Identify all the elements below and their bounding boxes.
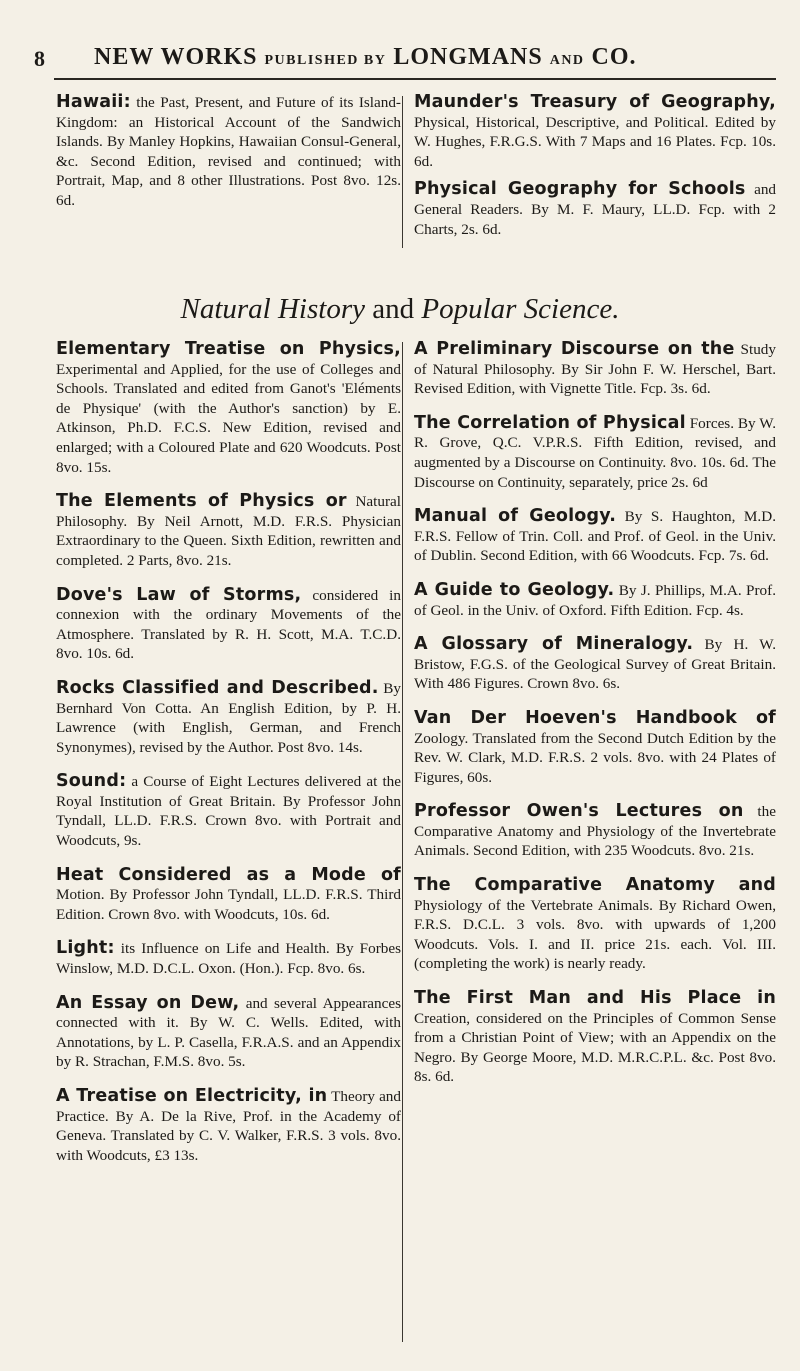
book-entry bbox=[56, 1087, 401, 1165]
book-description: By J. Phillips, M.A. Prof. of Geol. in the Univ. of Oxford. Fifth Edition. Fcp. 4s. bbox=[414, 581, 777, 619]
book-description: Theory and Practice. By A. De la Rive, Prof. in the Academy of Geneva. Translated by C. V. Walker, F.R.S. 3 vols. 8vo. with Woodcuts, £3 13s. bbox=[56, 1088, 401, 1164]
book-description: By Bernhard Von Cotta. An English Edition, by P. H. Lawrence (with English, German, and French Synonymes), revised by the Author. Post 8vo. 14s. bbox=[56, 679, 401, 756]
book-description: considered in connexion with the ordinary Movements of the Atmosphere. Translated by R. H. Scott, M.A. T.C.D. 8vo. 10s. 6d. bbox=[56, 586, 401, 663]
running-title bbox=[94, 44, 637, 71]
book-description: Study of Natural Philosophy. By Sir John F. W. Herschel, Bart. Revised Edition, with Vignette Title. Fcp. 3s. 6d. bbox=[414, 341, 776, 398]
section-heading-part-2: Popular Science. bbox=[421, 293, 620, 325]
title-small-1: PUBLISHED BY bbox=[264, 53, 387, 68]
book-entry bbox=[414, 876, 776, 974]
book-title: Heat Considered as a Mode of bbox=[56, 864, 401, 885]
book-title: Light: bbox=[56, 938, 115, 959]
book-entry bbox=[414, 635, 776, 694]
book-title: Dove's Law of Storms, bbox=[56, 584, 302, 605]
section-heading-and: and bbox=[365, 293, 422, 325]
page-header bbox=[34, 40, 776, 80]
book-description: Creation, considered on the Principles of Common Sense from a Christian Point of View; with an Appendix on the Negro. By George Moore, M.D. M.R.C.P.L. &c. Post 8vo. 8s. 6d. bbox=[414, 1009, 776, 1086]
title-part-1: NEW WORKS bbox=[94, 44, 258, 70]
section-heading-part-1: Natural History bbox=[180, 293, 365, 325]
book-title: A Preliminary Discourse on the bbox=[414, 339, 735, 359]
book-description: Zoology. Translated from the Second Dutch Edition by the Rev. W. Clark, M.D. F.R.S. 2 vols. 8vo. with 24 Plates of Figures, 60s. bbox=[414, 729, 776, 786]
title-small-2: AND bbox=[549, 53, 585, 68]
book-description: its Influence on Life and Health. By Forbes Winslow, M.D. D.C.L. Oxon. (Hon.). Fcp. 8vo. 6s. bbox=[56, 940, 401, 978]
book-title: Hawaii: bbox=[56, 92, 131, 112]
section-heading bbox=[0, 293, 800, 326]
book-description: By H. W. Bristow, F.G.S. of the Geological Survey of Great Britain. With 486 Figures. Crown 8vo. 6s. bbox=[414, 636, 777, 693]
book-title: Elementary Treatise on Physics, bbox=[56, 339, 401, 359]
book-entry bbox=[56, 866, 401, 925]
book-title: Van Der Hoeven's Handbook of bbox=[414, 707, 776, 728]
book-title: A Treatise on Electricity, in bbox=[56, 1086, 328, 1106]
book-entry bbox=[414, 507, 776, 566]
main-column-divider bbox=[402, 342, 403, 1342]
book-description: Forces. By W. R. Grove, Q.C. V.P.R.S. Fifth Edition, revised, and augmented by a Discourse on Continuity. 8vo. 10s. 6d. The Discourse on Continuity, separately, price 2s. 6d bbox=[414, 414, 776, 491]
book-entry bbox=[56, 772, 401, 850]
book-title: Rocks Classified and Described. bbox=[56, 677, 379, 698]
book-title: Physical Geography for Schools bbox=[414, 179, 746, 200]
page-number: 8 bbox=[34, 46, 45, 71]
book-entry bbox=[56, 340, 401, 477]
top-right-column bbox=[414, 93, 776, 254]
book-entry bbox=[56, 492, 401, 570]
book-title: Maunder's Treasury of Geography, bbox=[414, 92, 776, 112]
book-title: Professor Owen's Lectures on bbox=[414, 801, 744, 822]
top-left-column bbox=[56, 93, 401, 226]
book-entry bbox=[414, 581, 776, 620]
book-entry bbox=[414, 340, 776, 399]
book-description: Motion. By Professor John Tyndall, LL.D. F.R.S. Third Edition. Crown 8vo. with Woodcuts, 10s. 6d. bbox=[56, 886, 401, 923]
book-entry bbox=[414, 709, 776, 787]
book-entry bbox=[414, 802, 776, 861]
book-description: By S. Haughton, M.D. F.R.S. Fellow of Trin. Coll. and Prof. of Geol. in the Univ. of Dublin. Second Edition, with 66 Woodcuts. Fcp. 7s. 6d. bbox=[414, 508, 776, 565]
book-entry bbox=[56, 939, 401, 978]
book-entry bbox=[56, 994, 401, 1072]
book-title: A Guide to Geology. bbox=[414, 579, 615, 600]
book-title: The Comparative Anatomy and bbox=[414, 875, 776, 896]
book-description: a Course of Eight Lectures delivered at the Royal Institution of Great Britain. By Professor John Tyndall, LL.D. F.R.S. Crown 8vo. with Portrait and Woodcuts, 9s. bbox=[56, 773, 401, 850]
book-description: Physical, Historical, Descriptive, and Political. Edited by W. Hughes, F.R.G.S. With 7 Maps and 16 Plates. Fcp. 10s. 6d. bbox=[414, 113, 776, 170]
book-entry bbox=[56, 679, 401, 757]
book-description: Experimental and Applied, for the use of Colleges and Schools. Translated and edited from Ganot's 'Eléments de Physique' (with the Author's sanction) by E. Atkinson, Ph.D. F.C.S. New Edition, revised and enlarged; with a Coloured Plate and 620 Woodcuts. Post 8vo. 15s. bbox=[56, 360, 401, 476]
book-title: An Essay on Dew, bbox=[56, 992, 240, 1013]
title-part-3: CO. bbox=[591, 44, 637, 70]
book-description: Physiology of the Vertebrate Animals. By Richard Owen, F.R.S. D.C.L. 3 vols. 8vo. with upwards of 1,200 Woodcuts. Vols. I. and II. price 21s. each. Vol. III. (completing the work) is nearly ready. bbox=[414, 896, 776, 973]
book-title: The Elements of Physics or bbox=[56, 491, 347, 512]
header-rule bbox=[54, 78, 776, 80]
book-entry bbox=[56, 586, 401, 664]
book-title: A Glossary of Mineralogy. bbox=[414, 634, 694, 655]
book-title: Manual of Geology. bbox=[414, 506, 617, 527]
book-entry bbox=[414, 414, 776, 492]
top-column-divider bbox=[402, 96, 403, 248]
book-title: The Correlation of Physical bbox=[414, 412, 686, 433]
book-title: Sound: bbox=[56, 771, 127, 792]
book-description: the Comparative Anatomy and Physiology of the Invertebrate Animals. Second Edition, with 235 Woodcuts. 8vo. 21s. bbox=[414, 803, 776, 860]
right-column bbox=[414, 340, 776, 1102]
book-entry bbox=[56, 93, 401, 211]
book-description: Natural Philosophy. By Neil Arnott, M.D. F.R.S. Physician Extraordinary to the Queen. Sixth Edition, rewritten and completed. 2 Parts, 8vo. 21s. bbox=[56, 493, 401, 569]
book-description: the Past, Present, and Future of its Island-Kingdom: an Historical Account of the Sandwich Islands. By Manley Hopkins, Hawaiian Consul-General, &c. Second Edition, revised and continued; with Portrait, Map, and 8 other Illustrations. Post 8vo. 12s. 6d. bbox=[56, 94, 401, 209]
book-entry bbox=[414, 180, 776, 239]
book-title: The First Man and His Place in bbox=[414, 988, 776, 1009]
left-column bbox=[56, 340, 401, 1180]
book-entry bbox=[414, 989, 776, 1087]
book-description: and General Readers. By M. F. Maury, LL.D. Fcp. with 2 Charts, 2s. 6d. bbox=[414, 181, 777, 238]
book-description: and several Appearances connected with it. By W. C. Wells. Edited, with Annotations, by L. P. Casella, F.R.A.S. and an Appendix by R. Strachan, F.M.S. 8vo. 5s. bbox=[56, 994, 401, 1071]
title-part-2: LONGMANS bbox=[393, 44, 543, 70]
book-entry bbox=[414, 93, 776, 171]
